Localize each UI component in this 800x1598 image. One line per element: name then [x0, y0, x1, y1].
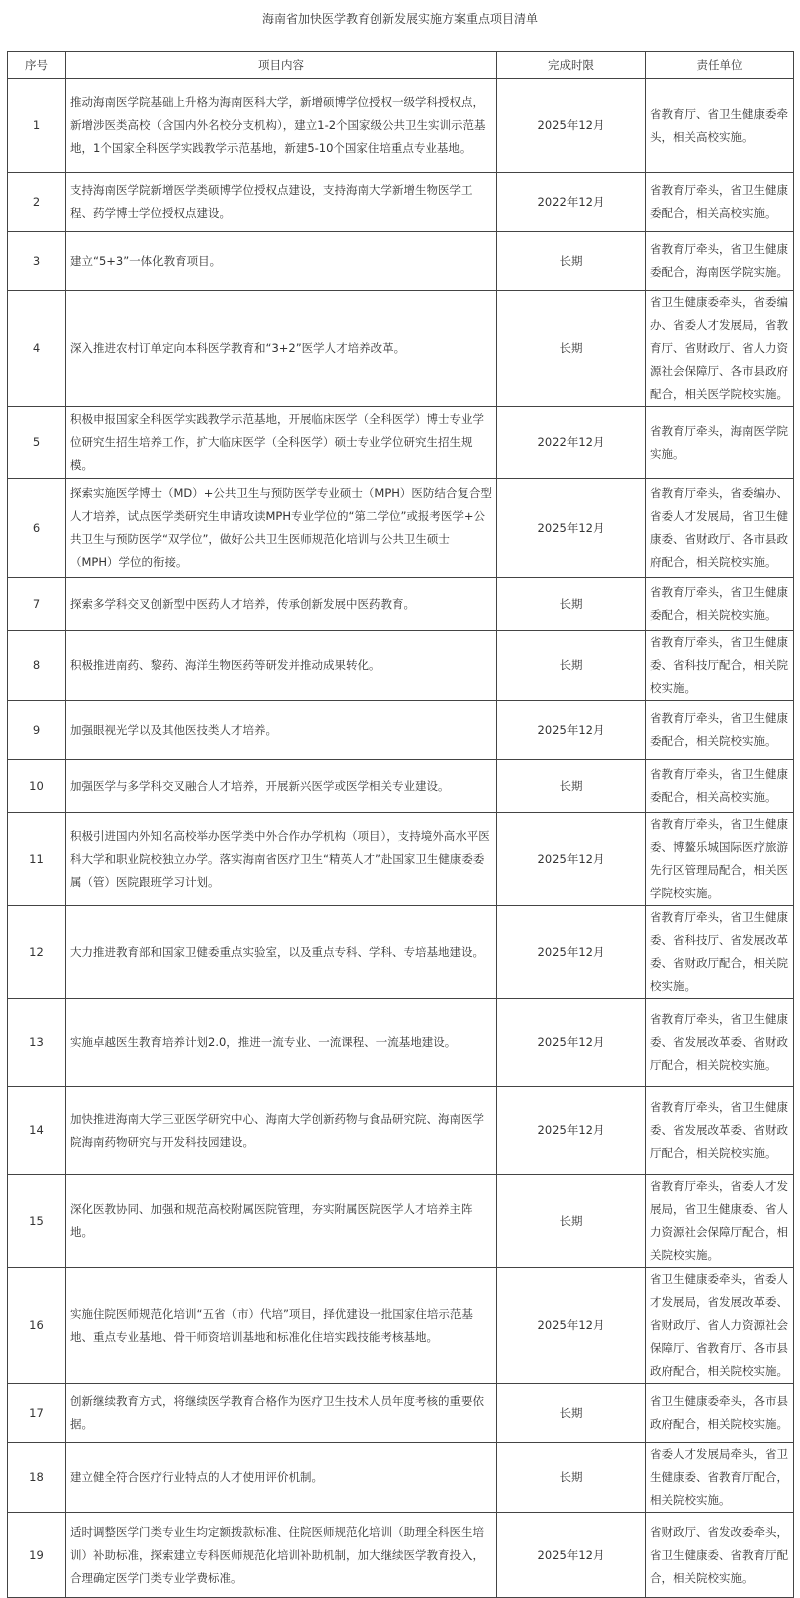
- row-number: 9: [8, 701, 66, 760]
- project-content: 适时调整医学门类专业生均定额拨款标准、住院医师规范化培训（助理全科医生培训）补助标准，探索建立专科医师规范化培训补助机制，加大继续医学教育投入，合理确定医学门类专业学费标准。: [66, 1513, 497, 1598]
- table-row: [8, 813, 794, 906]
- project-content: 深化医教协同、加强和规范高校附属医院管理，夯实附属医院医学人才培养主阵地。: [66, 1175, 497, 1268]
- table-row: [8, 906, 794, 999]
- project-content: 加强医学与多学科交叉融合人才培养，开展新兴医学或医学相关专业建设。: [66, 760, 497, 813]
- row-number: 16: [8, 1268, 66, 1384]
- project-content: 建立健全符合医疗行业特点的人才使用评价机制。: [66, 1443, 497, 1513]
- deadline: 长期: [497, 1175, 646, 1268]
- responsible-unit: 省卫生健康委牵头，省委人才发展局，省发展改革委、省财政厅、省人力资源社会保障厅、省教育厅、各市县政府配合，相关院校实施。: [646, 1268, 794, 1384]
- responsible-unit: 省教育厅牵头，省卫生健康委、省发展改革委、省财政厅配合，相关院校实施。: [646, 999, 794, 1087]
- table-row: [8, 407, 794, 479]
- row-number: 1: [8, 79, 66, 173]
- responsible-unit: 省教育厅牵头，省卫生健康委配合，相关院校实施。: [646, 578, 794, 631]
- row-number: 19: [8, 1513, 66, 1598]
- row-number: 12: [8, 906, 66, 999]
- row-number: 18: [8, 1443, 66, 1513]
- project-content: 加快推进海南大学三亚医学研究中心、海南大学创新药物与食品研究院、海南医学院海南药物研究与开发科技园建设。: [66, 1087, 497, 1175]
- deadline: 长期: [497, 291, 646, 407]
- project-content: 建立“5+3”一体化教育项目。: [66, 232, 497, 291]
- row-number: 13: [8, 999, 66, 1087]
- project-content: 支持海南医学院新增医学类硕博学位授权点建设，支持海南大学新增生物医学工程、药学博士学位授权点建设。: [66, 173, 497, 232]
- table-row: [8, 1513, 794, 1598]
- project-table: [7, 51, 794, 1598]
- responsible-unit: 省委人才发展局牵头，省卫生健康委、省教育厅配合，相关院校实施。: [646, 1443, 794, 1513]
- responsible-unit: 省卫生健康委牵头，各市县政府配合，相关院校实施。: [646, 1384, 794, 1443]
- table-row: [8, 999, 794, 1087]
- responsible-unit: 省教育厅牵头，省卫生健康委、省科技厅配合，相关院校实施。: [646, 631, 794, 701]
- table-row: [8, 79, 794, 173]
- row-number: 15: [8, 1175, 66, 1268]
- deadline: 2025年12月: [497, 479, 646, 578]
- page-title: 海南省加快医学教育创新发展实施方案重点项目清单: [261, 12, 538, 26]
- project-content: 积极推进南药、黎药、海洋生物医药等研发并推动成果转化。: [66, 631, 497, 701]
- project-content: 实施住院医师规范化培训“五省（市）代培”项目，择优建设一批国家住培示范基地、重点专业基地、骨干师资培训基地和标准化住培实践技能考核基地。: [66, 1268, 497, 1384]
- deadline: 2025年12月: [497, 906, 646, 999]
- header-content: 项目内容: [66, 52, 497, 79]
- project-content: 推动海南医学院基础上升格为海南医科大学，新增硕博学位授权一级学科授权点，新增涉医类高校（含国内外名校分支机构），建立1-2个国家级公共卫生实训示范基地，1个国家全科医学实践教学示范基地，新建5-10个国家住培重点专业基地。: [66, 79, 497, 173]
- row-number: 14: [8, 1087, 66, 1175]
- table-row: [8, 173, 794, 232]
- table-row: [8, 1268, 794, 1384]
- deadline: 长期: [497, 232, 646, 291]
- responsible-unit: 省教育厅牵头，省卫生健康委配合，海南医学院实施。: [646, 232, 794, 291]
- row-number: 3: [8, 232, 66, 291]
- header-row: [8, 52, 794, 79]
- deadline: 长期: [497, 578, 646, 631]
- deadline: 长期: [497, 631, 646, 701]
- table-row: [8, 291, 794, 407]
- project-content: 积极申报国家全科医学实践教学示范基地，开展临床医学（全科医学）博士专业学位研究生招生培养工作，扩大临床医学（全科医学）硕士专业学位研究生招生规模。: [66, 407, 497, 479]
- responsible-unit: 省教育厅、省卫生健康委牵头，相关高校实施。: [646, 79, 794, 173]
- responsible-unit: 省教育厅牵头，省委编办、省委人才发展局，省卫生健康委、省财政厅、各市县政府配合，相关院校实施。: [646, 479, 794, 578]
- responsible-unit: 省教育厅牵头，省卫生健康委、省发展改革委、省财政厅配合，相关院校实施。: [646, 1087, 794, 1175]
- responsible-unit: 省教育厅牵头，省卫生健康委配合，相关院校实施。: [646, 701, 794, 760]
- row-number: 17: [8, 1384, 66, 1443]
- project-content: 创新继续教育方式，将继续医学教育合格作为医疗卫生技术人员年度考核的重要依据。: [66, 1384, 497, 1443]
- header-time: 完成时限: [497, 52, 646, 79]
- responsible-unit: 省教育厅牵头，省卫生健康委配合，相关高校实施。: [646, 760, 794, 813]
- row-number: 7: [8, 578, 66, 631]
- table-row: [8, 232, 794, 291]
- header-num: 序号: [8, 52, 66, 79]
- deadline: 2022年12月: [497, 173, 646, 232]
- project-content: 大力推进教育部和国家卫健委重点实验室，以及重点专科、学科、专培基地建设。: [66, 906, 497, 999]
- responsible-unit: 省教育厅牵头，海南医学院实施。: [646, 407, 794, 479]
- table-row: [8, 631, 794, 701]
- deadline: 2025年12月: [497, 999, 646, 1087]
- project-content: 加强眼视光学以及其他医技类人才培养。: [66, 701, 497, 760]
- row-number: 10: [8, 760, 66, 813]
- table-row: [8, 578, 794, 631]
- row-number: 11: [8, 813, 66, 906]
- table-row: [8, 760, 794, 813]
- responsible-unit: 省教育厅牵头，省卫生健康委配合，相关高校实施。: [646, 173, 794, 232]
- row-number: 4: [8, 291, 66, 407]
- row-number: 6: [8, 479, 66, 578]
- row-number: 5: [8, 407, 66, 479]
- header-unit: 责任单位: [646, 52, 794, 79]
- project-content: 深入推进农村订单定向本科医学教育和“3+2”医学人才培养改革。: [66, 291, 497, 407]
- deadline: 2022年12月: [497, 407, 646, 479]
- project-content: 实施卓越医生教育培养计划2.0，推进一流专业、一流课程、一流基地建设。: [66, 999, 497, 1087]
- table-row: [8, 1087, 794, 1175]
- deadline: 2025年12月: [497, 813, 646, 906]
- responsible-unit: 省教育厅牵头，省卫生健康委、博鳌乐城国际医疗旅游先行区管理局配合，相关医学院校实施。: [646, 813, 794, 906]
- table-row: [8, 479, 794, 578]
- deadline: 2025年12月: [497, 1087, 646, 1175]
- project-content: 探索实施医学博士（MD）+公共卫生与预防医学专业硕士（MPH）医防结合复合型人才培养，试点医学类研究生申请攻读MPH专业学位的“第二学位”或报考医学+公共卫生与预防医学“双学位”，做好公共卫生医师规范化培训与公共卫生硕士（MPH）学位的衔接。: [66, 479, 497, 578]
- project-content: 积极引进国内外知名高校举办医学类中外合作办学机构（项目），支持境外高水平医科大学和职业院校独立办学。落实海南省医疗卫生“精英人才”赴国家卫生健康委委属（管）医院跟班学习计划。: [66, 813, 497, 906]
- deadline: 2025年12月: [497, 701, 646, 760]
- responsible-unit: 省教育厅牵头，省卫生健康委、省科技厅、省发展改革委、省财政厅配合，相关院校实施。: [646, 906, 794, 999]
- row-number: 2: [8, 173, 66, 232]
- deadline: 长期: [497, 760, 646, 813]
- deadline: 2025年12月: [497, 1513, 646, 1598]
- deadline: 2025年12月: [497, 79, 646, 173]
- responsible-unit: 省教育厅牵头，省委人才发展局，省卫生健康委、省人力资源社会保障厅配合，相关院校实施。: [646, 1175, 794, 1268]
- deadline: 长期: [497, 1384, 646, 1443]
- table-row: [8, 1175, 794, 1268]
- row-number: 8: [8, 631, 66, 701]
- responsible-unit: 省卫生健康委牵头，省委编办、省委人才发展局，省教育厅、省财政厅、省人力资源社会保障厅、各市县政府配合，相关医学院校实施。: [646, 291, 794, 407]
- deadline: 2025年12月: [497, 1268, 646, 1384]
- table-row: [8, 1443, 794, 1513]
- project-content: 探索多学科交叉创新型中医药人才培养，传承创新发展中医药教育。: [66, 578, 497, 631]
- responsible-unit: 省财政厅、省发改委牵头，省卫生健康委、省教育厅配合，相关院校实施。: [646, 1513, 794, 1598]
- deadline: 长期: [497, 1443, 646, 1513]
- table-row: [8, 701, 794, 760]
- table-row: [8, 1384, 794, 1443]
